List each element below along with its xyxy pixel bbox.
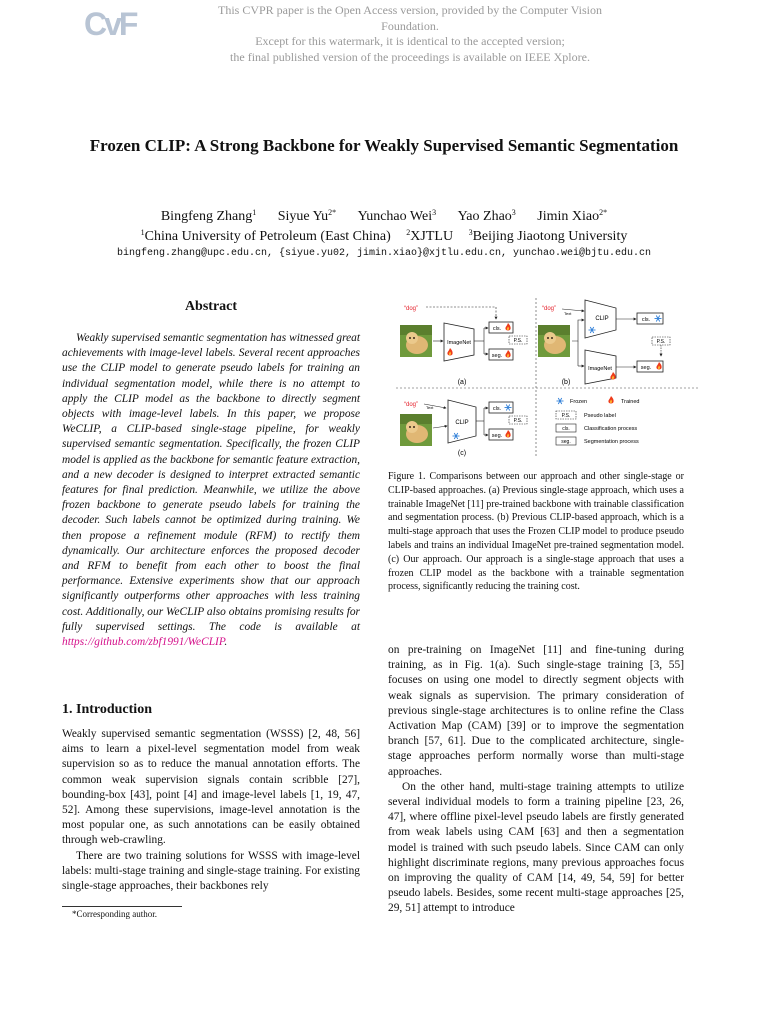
paragraph: On the other hand, multi-stage training attempts to utilize several individual models to form a training pipeline [23, 26, 47], where offline pixel-level pseudo labels are firstly generated from weak labels using CAM [63] and then a segmentation model is trained with such pseudo labels. Since CAM can only highlight discriminate regions, many previous approaches focus on improving the quality of CAM [14, 49, 54, 59] for better pseudo labels. Besides, some recent multi-stage approaches [25, 29, 51] attempt to introduce xyxy=(388,780,684,915)
svg-text:CLIP: CLIP xyxy=(455,420,469,426)
svg-text:“dog”: “dog” xyxy=(542,306,557,312)
cvf-logo: CvF xyxy=(84,6,136,42)
panel-b xyxy=(538,300,670,386)
dog-image xyxy=(400,325,432,357)
author-list xyxy=(40,207,728,227)
author-emails: bingfeng.zhang@upc.edu.cn, {siyue.yu02, jimin.xiao}@xjtlu.edu.cn, yunchao.wei@bjtu.edu.cn xyxy=(116,248,652,259)
author: Bingfeng Zhang$^1$ xyxy=(160,208,257,224)
svg-text:CLIP: CLIP xyxy=(595,316,609,322)
code-link[interactable]: https://github.com/zbf1991/WeCLIP xyxy=(62,636,225,649)
svg-text:Classification process: Classification process xyxy=(584,426,638,432)
author: Jimin Xiao$^{2*}$ xyxy=(537,208,608,224)
svg-text:seg.: seg. xyxy=(561,439,571,445)
svg-text:ImageNet: ImageNet xyxy=(447,340,471,346)
svg-text:“dog”: “dog” xyxy=(404,402,419,408)
svg-text:cls.: cls. xyxy=(641,317,651,323)
panel-c xyxy=(400,400,527,457)
affiliation-list xyxy=(40,227,728,247)
panel-label: (a) xyxy=(457,379,467,386)
section-heading-introduction: 1. Introduction xyxy=(62,702,152,717)
paragraph: There are two training solutions for WSSS with image-level labels: multi-stage training and single-stage training. For existing single-stage approaches, their backbones rely xyxy=(62,849,360,893)
footnote: *Corresponding author. xyxy=(72,909,157,919)
svg-text:cls.: cls. xyxy=(492,406,502,412)
svg-text:Text: Text xyxy=(564,311,572,316)
svg-text:Trained: Trained xyxy=(621,399,640,405)
trained-flame-icon xyxy=(608,396,613,404)
frozen-snowflake-icon xyxy=(557,398,564,404)
svg-text:Frozen: Frozen xyxy=(570,399,588,405)
intro-left-column xyxy=(62,727,360,894)
figure-legend xyxy=(556,396,639,445)
author: Yao Zhao$^3$ xyxy=(457,208,516,224)
watermark-notice: This CVPR paper is the Open Access version, provided by the Computer Vision Foundation. Except for this watermark, it is identical to the accepted version; the final published version of the proceedings is available on IEEE Xplore. xyxy=(217,3,602,64)
abstract-body: Weakly supervised semantic segmentation has witnessed great achievements with image-level labels. Several recent approaches use the CLIP model to generate pseudo labels for training an individual segmentation model, while there is no attempt to apply the CLIP model as the backbone to directly segment objects with image-level labels. In this paper, we propose WeCLIP, a CLIP-based single-stage pipeline, for weakly supervised semantic segmentation. Specifically, the frozen CLIP model is applied as the backbone for semantic feature extraction, and a new decoder is designed to interpret extracted semantic features for final prediction. Meanwhile, we utilize the above frozen backbone to generate pseudo labels for training the decoder. Such labels cannot be optimized during training. We then propose a refinement module (RFM) to rectify them dynamically. Our architecture enforces the proposed decoder and RFM to benefit from each other to boost the final performance. Extensive experiments show that our approach significantly outperforms other approaches with less training cost. Additionally, our WeCLIP also obtains promising results for fully supervised settings. The code is available at https://github.com/zbf1991/WeCLIP. xyxy=(62,332,360,649)
svg-text:seg.: seg. xyxy=(491,353,503,359)
abstract-heading: Abstract xyxy=(184,299,238,314)
dog-label: “dog” xyxy=(404,306,419,312)
paper-title: Frozen CLIP: A Strong Backbone for Weakly Supervised Semantic Segmentation xyxy=(89,136,679,155)
affiliation: $^1$China University of Petroleum (East China) xyxy=(140,228,391,244)
svg-text:seg.: seg. xyxy=(491,433,503,439)
svg-text:P.S.: P.S. xyxy=(513,418,523,424)
svg-text:P.S.: P.S. xyxy=(513,338,523,344)
footnote-rule xyxy=(62,906,182,907)
svg-text:ImageNet: ImageNet xyxy=(588,366,612,372)
paragraph: Weakly supervised semantic segmentation (WSSS) [2, 48, 56] aims to learn a pixel-level segmentation model from weak supervision so as to reduce the manual annotation efforts. The common weak supervision signals contain scribble [27], bounding-box [43], point [4] and image-level labels [1, 19, 47, 52]. Among these supervisions, image-level annotation is the most popular one, as such annotations can be easily obtained through web-crawling. xyxy=(62,728,360,847)
svg-text:cls.: cls. xyxy=(562,426,570,432)
affiliation: $^2$XJTLU xyxy=(406,228,454,244)
svg-text:Pseudo label: Pseudo label xyxy=(584,413,616,419)
paragraph: on pre-training on ImageNet [11] and fine-tuning during training, as in Fig. 1(a). Such single-stage training [3, 55] focuses on using one model to directly segment objects with weak signals as supervision. The primary consideration of previous single-stage architectures is to online refine the Class Activation Map (CAM) [39] or to improve the segmentation branch [57, 61]. Due to the complicated architecture, single-stage approaches perform normally worse than multi-stage approaches. xyxy=(388,644,684,778)
panel-a xyxy=(400,306,527,386)
svg-text:seg.: seg. xyxy=(640,365,652,371)
svg-text:Text: Text xyxy=(426,405,434,410)
panel-label: (c) xyxy=(457,450,467,457)
panel-label: (b) xyxy=(561,379,571,386)
svg-text:Segmentation process: Segmentation process xyxy=(584,439,639,445)
author: Yunchao Wei$^3$ xyxy=(357,208,437,224)
svg-text:P.S.: P.S. xyxy=(561,413,571,419)
figure-1-diagram xyxy=(396,296,700,460)
author: Siyue $Yu^{2*}$ xyxy=(277,208,337,224)
intro-right-column xyxy=(388,643,684,917)
svg-text:cls.: cls. xyxy=(492,326,502,332)
svg-text:P.S.: P.S. xyxy=(656,339,666,345)
figure-1-caption: Figure 1. Comparisons between our approach and other single-stage or CLIP-based approaches. (a) Previous single-stage approach, which uses a trainable ImageNet [11] pre-trained backbone with trainable classification and segmentation process. (b) Previous CLIP-based approach, which is a multi-stage approach that uses the Frozen CLIP model to produce pseudo labels and trains an individual ImageNet pre-trained segmentation model. (c) Our approach. Our approach is a single-stage approach that uses a frozen CLIP model as the backbone with a trainable segmentation process, significantly reducing the training cost. xyxy=(388,471,684,593)
affiliation: $^3$Beijing Jiaotong University xyxy=(468,228,628,244)
